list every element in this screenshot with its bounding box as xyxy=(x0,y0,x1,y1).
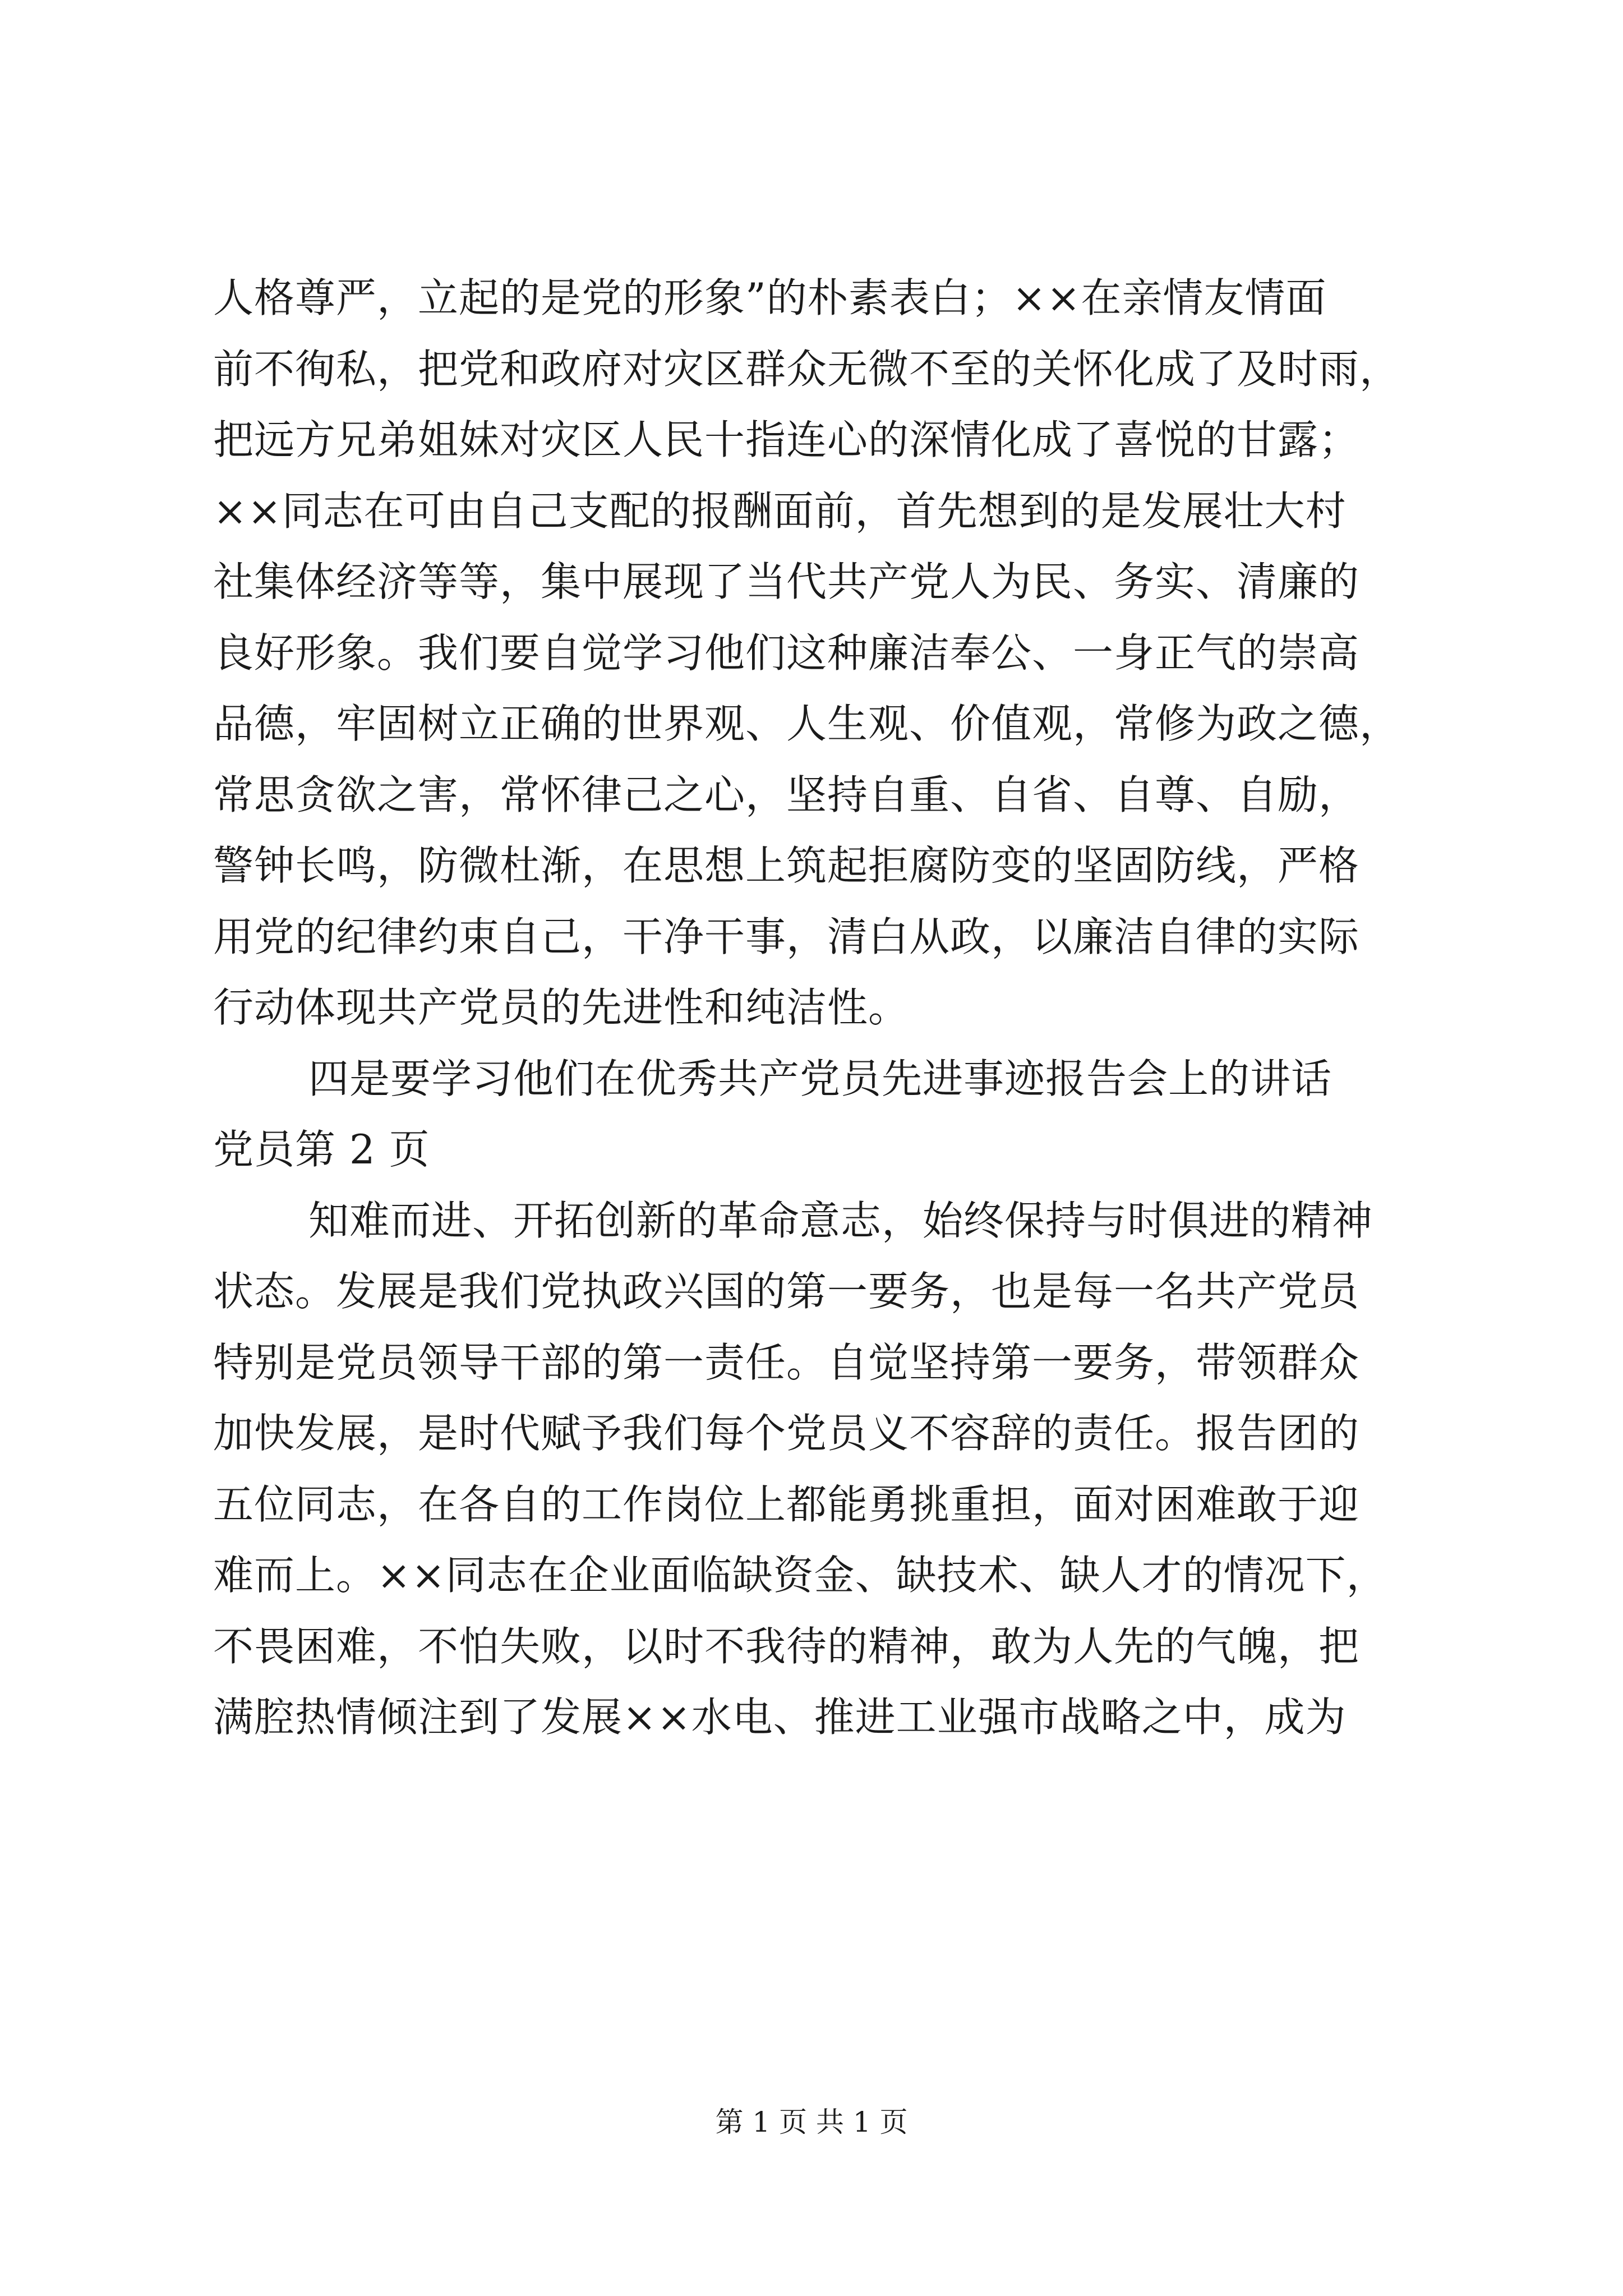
text-line: 警钟长鸣，防微杜渐，在思想上筑起拒腐防变的坚固防线，严格 xyxy=(213,842,1360,889)
text-line: 常思贪欲之害，常怀律己之心，坚持自重、自省、自尊、自励， xyxy=(213,771,1360,818)
text-line: 五位同志，在各自的工作岗位上都能勇挑重担，面对困难敢于迎 xyxy=(213,1480,1360,1528)
text-line: ××同志在可由自己支配的报酬面前，首先想到的是发展壮大村 xyxy=(213,487,1347,535)
text-line: 人格尊严，立起的是党的形象”的朴素表白；××在亲情友情面 xyxy=(213,274,1327,321)
page-indicator: 第 1 页 共 1 页 xyxy=(715,2106,908,2138)
text-line: 行动体现共产党员的先进性和纯洁性。 xyxy=(213,984,910,1031)
body-text xyxy=(213,263,1436,1753)
text-line: 品德，牢固树立正确的世界观、人生观、价值观，常修为政之德， xyxy=(213,700,1401,747)
text-line: 把远方兄弟姐妹对灾区人民十指连心的深情化成了喜悦的甘露； xyxy=(213,416,1360,463)
text-line: 党员第 2 页 xyxy=(213,1126,430,1173)
text-line: 前不徇私，把党和政府对灾区群众无微不至的关怀化成了及时雨， xyxy=(213,345,1401,393)
text-line: 状态。发展是我们党执政兴国的第一要务，也是每一名共产党员 xyxy=(213,1268,1360,1315)
text-line: 加快发展，是时代赋予我们每个党员义不容辞的责任。报告团的 xyxy=(213,1410,1360,1457)
text-line: 难而上。××同志在企业面临缺资金、缺技术、缺人才的情况下， xyxy=(213,1552,1387,1599)
paragraph-start-line: 四是要学习他们在优秀共产党员先进事迹报告会上的讲话 xyxy=(308,1055,1332,1102)
text-line: 良好形象。我们要自觉学习他们这种廉洁奉公、一身正气的崇高 xyxy=(213,629,1360,677)
text-line: 不畏困难，不怕失败，以时不我待的精神，敢为人先的气魄，把 xyxy=(213,1622,1360,1670)
text-line: 特别是党员领导干部的第一责任。自觉坚持第一要务，带领群众 xyxy=(213,1338,1360,1386)
text-line: 用党的纪律约束自己，干净干事，清白从政，以廉洁自律的实际 xyxy=(213,913,1360,960)
text-line: 满腔热情倾注到了发展××水电、推进工业强市战略之中，成为 xyxy=(213,1694,1347,1741)
paragraph-start-line: 知难而进、开拓创新的革命意志，始终保持与时俱进的精神 xyxy=(308,1197,1373,1244)
page-footer xyxy=(0,2102,1623,2142)
text-line: 社集体经济等等，集中展现了当代共产党人为民、务实、清廉的 xyxy=(213,558,1360,605)
